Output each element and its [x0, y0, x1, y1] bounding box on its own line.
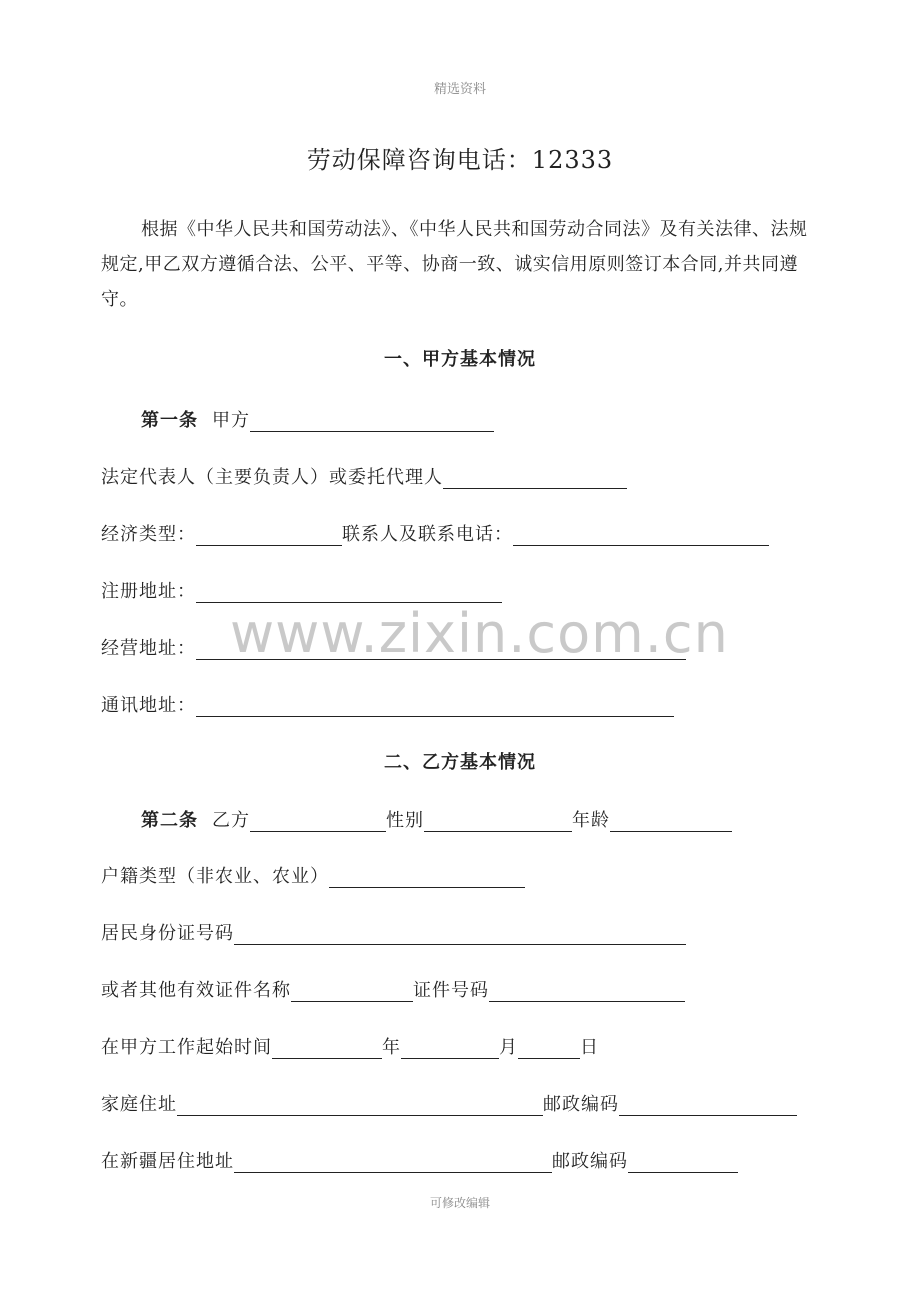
page-title: 劳动保障咨询电话：12333 [306, 146, 614, 174]
start-time-line [101, 1033, 599, 1059]
household-field[interactable] [329, 867, 525, 888]
article-2-label: 第二条 [141, 810, 198, 831]
start-time-label: 在甲方工作起始时间 [101, 1037, 272, 1058]
article-1-label: 第一条 [141, 410, 198, 431]
section-title-party-b: 二、乙方基本情况 [384, 752, 536, 773]
id-number-label: 居民身份证号码 [101, 923, 234, 944]
id-number-line [101, 919, 686, 945]
other-doc-label: 或者其他有效证件名称 [101, 980, 291, 1001]
other-doc-field[interactable] [291, 981, 413, 1002]
home-addr-field[interactable] [177, 1095, 543, 1116]
contact-label: 联系人及联系电话： [342, 524, 513, 545]
age-field[interactable] [610, 811, 732, 832]
legal-rep-line [101, 463, 627, 489]
gender-label: 性别 [386, 810, 424, 831]
postcode-1-label: 邮政编码 [543, 1094, 619, 1115]
reg-addr-field[interactable] [196, 582, 502, 603]
xj-addr-label: 在新疆居住地址 [101, 1151, 234, 1172]
intro-paragraph [101, 212, 821, 317]
biz-addr-label: 经营地址： [101, 638, 196, 659]
mail-addr-field[interactable] [196, 696, 674, 717]
household-label: 户籍类型（非农业、农业） [101, 866, 329, 887]
party-b-field[interactable] [250, 811, 386, 832]
gender-field[interactable] [424, 811, 572, 832]
xj-addr-line [101, 1147, 738, 1173]
party-b-label: 乙方 [212, 810, 250, 831]
legal-rep-field[interactable] [443, 468, 627, 489]
home-addr-line [101, 1090, 797, 1116]
doc-number-label: 证件号码 [413, 980, 489, 1001]
home-addr-label: 家庭住址 [101, 1094, 177, 1115]
footer-note: 可修改编辑 [429, 1196, 490, 1210]
header-note: 精选资料 [433, 82, 486, 97]
mail-addr-line [101, 691, 674, 717]
reg-addr-label: 注册地址： [101, 581, 196, 602]
legal-rep-label: 法定代表人（主要负责人）或委托代理人 [101, 467, 443, 488]
start-day-field[interactable] [518, 1038, 580, 1059]
year-label: 年 [382, 1037, 401, 1058]
month-label: 月 [499, 1037, 518, 1058]
day-label: 日 [580, 1037, 599, 1058]
article-1-line [141, 406, 494, 432]
watermark: www.zixin.com.cn [230, 602, 729, 665]
start-year-field[interactable] [272, 1038, 382, 1059]
start-month-field[interactable] [401, 1038, 499, 1059]
household-line [101, 862, 525, 888]
mail-addr-label: 通讯地址： [101, 695, 196, 716]
other-doc-line [101, 976, 685, 1002]
postcode-2-label: 邮政编码 [552, 1151, 628, 1172]
postcode-2-field[interactable] [628, 1152, 738, 1173]
xj-addr-field[interactable] [234, 1152, 552, 1173]
age-label: 年龄 [572, 810, 610, 831]
contact-field[interactable] [513, 525, 769, 546]
id-number-field[interactable] [234, 924, 686, 945]
postcode-1-field[interactable] [619, 1095, 797, 1116]
section-title-party-a: 一、甲方基本情况 [384, 349, 536, 370]
reg-addr-line [101, 577, 502, 603]
econ-type-label: 经济类型： [101, 524, 196, 545]
party-a-field[interactable] [250, 411, 494, 432]
intro-text: 根据《中华人民共和国劳动法》、《中华人民共和国劳动合同法》及有关法律、法规规定,甲乙双方遵循合法、公平、平等、协商一致、诚实信用原则签订本合同,并共同遵守。 [101, 219, 808, 310]
econ-type-field[interactable] [196, 525, 342, 546]
econ-type-line [101, 520, 769, 546]
doc-number-field[interactable] [489, 981, 685, 1002]
article-2-line [141, 806, 732, 832]
party-a-label: 甲方 [212, 410, 250, 431]
